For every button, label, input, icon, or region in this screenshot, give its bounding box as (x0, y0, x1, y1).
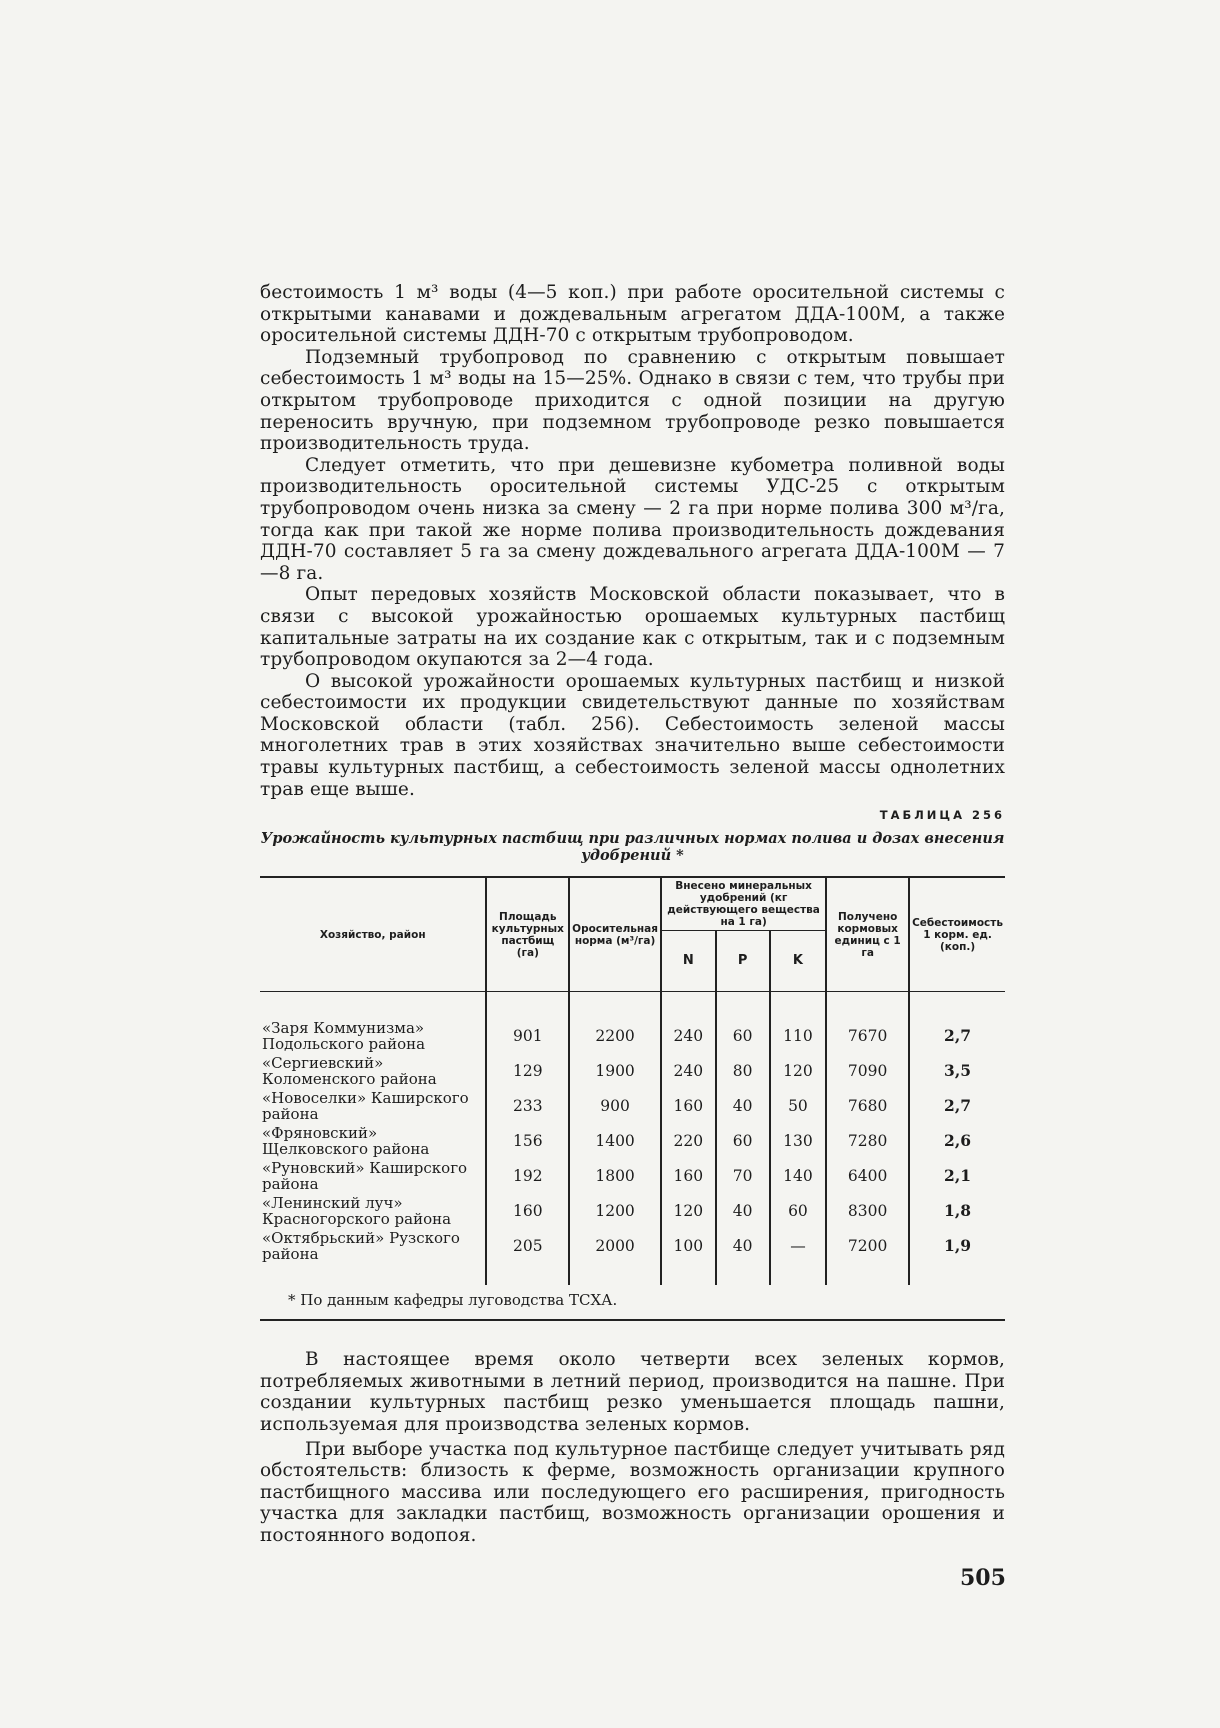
cell-feed-units: 7680 (826, 1088, 909, 1123)
cell-p: 60 (716, 1018, 770, 1053)
cell-area: 205 (486, 1228, 569, 1263)
cell-k: — (770, 1228, 827, 1263)
cell-k: 120 (770, 1053, 827, 1088)
table-row (260, 1158, 1005, 1193)
cell-farm: «Ленинский луч» Красногорского района (262, 1193, 452, 1228)
cell-p: 60 (716, 1123, 770, 1158)
header-p: P (716, 931, 770, 992)
paragraph: При выборе участка под культурное пастбище следует учитывать ряд обстоятельств: близость к ферме, возможность организации крупного пастбищного массива или последующего его расширения, пригодность участка для закладки пастбищ, возможность организации орошения и постоянного водопоя. (260, 1438, 1005, 1546)
paragraph: О высокой урожайности орошаемых культурных пастбищ и низкой себестоимости их продукции свидетельствуют данные по хозяйствам Московской области (табл. 256). Себестоимость зеленой массы многолетних трав в этих хозяйствах значительно выше себестоимости травы культурных пастбищ, а себестоимость зеленой массы однолетних трав еще выше. (260, 670, 1005, 800)
table-row (260, 1123, 1005, 1158)
cell-cost: 3,5 (909, 1053, 1005, 1088)
header-farm: Хозяйство, район (260, 877, 486, 991)
cell-n: 240 (661, 1018, 716, 1053)
cell-irrigation: 900 (569, 1088, 661, 1123)
cell-farm: «Заря Коммунизма» Подольского района (262, 1018, 426, 1053)
cell-n: 160 (661, 1158, 716, 1193)
page-number: 505 (960, 1565, 1006, 1591)
cell-irrigation: 1200 (569, 1193, 661, 1228)
table-row (260, 1193, 1005, 1228)
header-feed-units: Получено кормовых единиц с 1 га (826, 877, 909, 991)
cell-k: 130 (770, 1123, 827, 1158)
yield-table (260, 876, 1005, 1285)
cell-area: 233 (486, 1088, 569, 1123)
cell-feed-units: 7670 (826, 1018, 909, 1053)
cell-area: 156 (486, 1123, 569, 1158)
cell-p: 40 (716, 1228, 770, 1263)
table-row (260, 1088, 1005, 1123)
table-label: ТАБЛИЦА 256 (879, 808, 1005, 823)
table-row (260, 1018, 1005, 1053)
cell-n: 100 (661, 1228, 716, 1263)
cell-n: 240 (661, 1053, 716, 1088)
cell-irrigation: 2000 (569, 1228, 661, 1263)
cell-irrigation: 2200 (569, 1018, 661, 1053)
cell-irrigation: 1800 (569, 1158, 661, 1193)
header-n: N (661, 931, 716, 992)
cell-farm: «Новоселки» Каширского района (262, 1088, 469, 1123)
cell-k: 50 (770, 1088, 827, 1123)
cell-cost: 2,7 (909, 1088, 1005, 1123)
cell-n: 160 (661, 1088, 716, 1123)
cell-cost: 2,1 (909, 1158, 1005, 1193)
cell-irrigation: 1400 (569, 1123, 661, 1158)
cell-feed-units: 8300 (826, 1193, 909, 1228)
header-cost: Себестоимость 1 корм. ед. (коп.) (909, 877, 1005, 991)
paragraph: Подземный трубопровод по сравнению с открытым повышает себестоимость 1 м³ воды на 15—25%. Однако в связи с тем, что трубы при открытом трубопроводе приходится с одной позиции на другую переносить вручную, при подземном трубопроводе резко повышается производительность труда. (260, 346, 1005, 455)
intro-text (260, 282, 1005, 800)
cell-area: 192 (486, 1158, 569, 1193)
cell-cost: 1,9 (909, 1228, 1005, 1263)
cell-p: 80 (716, 1053, 770, 1088)
cell-p: 70 (716, 1158, 770, 1193)
cell-farm: «Сергиевский» Коломенского района (262, 1053, 437, 1088)
paragraph: бестоимость 1 м³ воды (4—5 коп.) при работе оросительной системы с открытыми канавами и дождевальным агрегатом ДДА-100М, а также оросительной системы ДДН-70 с открытым трубопроводом. (260, 282, 1005, 347)
outro-text (260, 1349, 1005, 1546)
cell-irrigation: 1900 (569, 1053, 661, 1088)
paragraph: Опыт передовых хозяйств Московской области показывает, что в связи с высокой урожайностью орошаемых культурных пастбищ капитальные затраты на их создание как с открытым, так и с подземным трубопроводом окупаются за 2—4 года. (260, 584, 1005, 671)
cell-cost: 2,7 (909, 1018, 1005, 1053)
cell-k: 110 (770, 1018, 827, 1053)
cell-feed-units: 7090 (826, 1053, 909, 1088)
cell-k: 140 (770, 1158, 827, 1193)
paragraph: Следует отметить, что при дешевизне кубометра поливной воды производительность оросительной системы УДС-25 с открытым трубопроводом очень низка за смену — 2 га при норме полива 300 м³/га, тогда как при такой же норме полива производительность дождевания ДДН-70 составляет 5 га за смену дождевального агрегата ДДА-100М — 7—8 га. (260, 454, 1005, 584)
header-fertilizer: Внесено минеральных удобрений (кг действующего вещества на 1 га) (661, 877, 826, 931)
cell-farm: «Руновский» Каширского района (262, 1158, 468, 1193)
cell-feed-units: 7200 (826, 1228, 909, 1263)
header-area: Площадь культурных пастбищ (га) (486, 877, 569, 991)
cell-p: 40 (716, 1193, 770, 1228)
table-row (260, 1228, 1005, 1263)
cell-area: 129 (486, 1053, 569, 1088)
page-body (260, 282, 1005, 1547)
header-irrigation: Оросительная норма (м³/га) (569, 877, 661, 991)
cell-cost: 2,6 (909, 1123, 1005, 1158)
table-row (260, 1053, 1005, 1088)
cell-k: 60 (770, 1193, 827, 1228)
cell-n: 220 (661, 1123, 716, 1158)
cell-cost: 1,8 (909, 1193, 1005, 1228)
table-title: Урожайность культурных пастбищ при различных нормах полива и дозах внесения удобрений * (260, 830, 1005, 865)
cell-area: 160 (486, 1193, 569, 1228)
table-footnote: * По данным кафедры луговодства ТСХА. (260, 1285, 1005, 1321)
cell-area: 901 (486, 1018, 569, 1053)
paragraph: В настоящее время около четверти всех зеленых кормов, потребляемых животными в летний период, производится на пашне. При создании культурных пастбищ резко уменьшается площадь пашни, используемая для производства зеленых кормов. (260, 1349, 1005, 1436)
header-k: K (770, 931, 827, 992)
cell-n: 120 (661, 1193, 716, 1228)
cell-feed-units: 7280 (826, 1123, 909, 1158)
cell-feed-units: 6400 (826, 1158, 909, 1193)
cell-farm: «Фряновский» Щелковского района (262, 1123, 430, 1158)
cell-p: 40 (716, 1088, 770, 1123)
cell-farm: «Октябрьский» Рузского района (262, 1228, 460, 1263)
